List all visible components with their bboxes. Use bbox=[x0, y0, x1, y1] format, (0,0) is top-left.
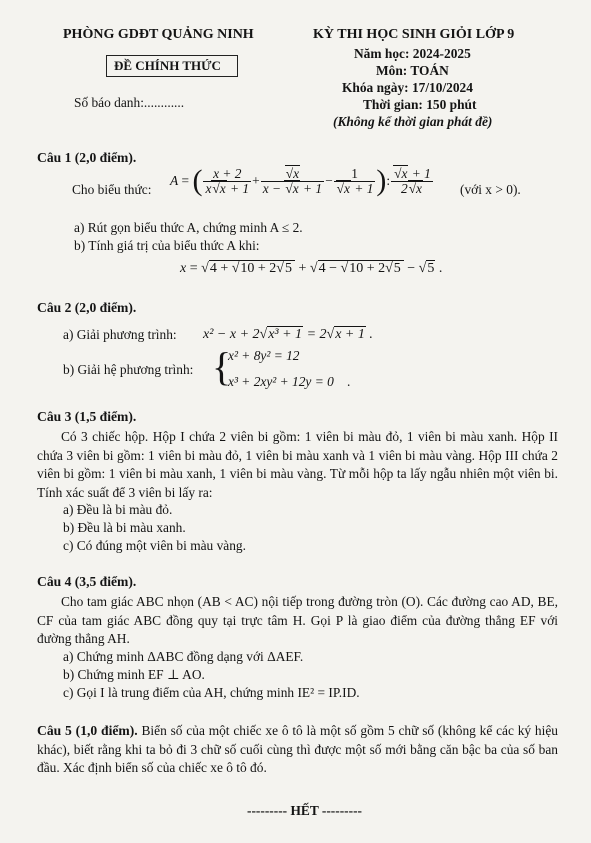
q2-part-a-label: a) Giải phương trình: bbox=[63, 327, 177, 342]
official-exam-label: ĐỀ CHÍNH THỨC bbox=[114, 58, 221, 73]
q1-expression: A = ( $\frac{x + 2}{x√x + 1}$ + $\frac{√x}{x - √x + 1}$ − $\frac{1}{√x + 1}$ ) : $\frac{√x + 1}{2√x}$ bbox=[170, 164, 431, 197]
department-name: PHÒNG GDĐT QUẢNG NINH bbox=[63, 27, 254, 42]
q5-title: Câu 5 (1,0 điểm). bbox=[37, 723, 138, 738]
candidate-number: Số báo danh:............ bbox=[74, 95, 185, 110]
q4-title: Câu 4 (3,5 điểm). bbox=[37, 574, 137, 589]
end-marker: --------- HẾT --------- bbox=[247, 803, 362, 818]
q3-part-b: b) Đều là bi màu xanh. bbox=[63, 520, 186, 535]
q3-part-a: a) Đều là bi màu đỏ. bbox=[63, 502, 173, 517]
q5-body: Biển số của một chiếc xe ô tô là một số gồm 5 chữ số (không kể các ký hiệu khác), biết rằng khi ta bỏ đi 3 chữ số cuối cùng thì được một số mới bằng căn bậc ba của số ban đầu. Xác định biển số của chiếc xe ô tô đó. bbox=[37, 723, 558, 775]
q3-body: Có 3 chiếc hộp. Hộp I chứa 2 viên bi gồm: 1 viên bi màu đỏ, 1 viên bi màu xanh. Hộp II chứa 3 viên bi gồm: 1 viên bi màu đỏ, 1 viên bi màu xanh và 1 viên bi màu vàng. Hộp III chứa 2 viên bi gồm: 1 viên bi màu xanh, 1 viên bi màu vàng. Từ mỗi hộp ta lấy ngẫu nhiên một viên bi. Tính xác suất để 3 viên bi lấy ra: bbox=[37, 429, 558, 500]
subject: Môn: TOÁN bbox=[376, 63, 449, 78]
q2-equation: x² − x + 2√x³ + 1 = 2√x + 1 . bbox=[203, 327, 373, 342]
q2-system-eq1: x² + 8y² = 12 bbox=[228, 348, 300, 363]
q3-title: Câu 3 (1,5 điểm). bbox=[37, 409, 137, 424]
duration-note: (Không kể thời gian phát đề) bbox=[333, 114, 493, 129]
q2-part-b-label: b) Giải hệ phương trình: bbox=[63, 362, 194, 377]
school-year: Năm học: 2024-2025 bbox=[354, 46, 471, 61]
q3-part-c: c) Có đúng một viên bi màu vàng. bbox=[63, 538, 246, 553]
q1-part-a: a) Rút gọn biểu thức A, chứng minh A ≤ 2. bbox=[74, 220, 303, 235]
q4-body: Cho tam giác ABC nhọn (AB < AC) nội tiếp trong đường tròn (O). Các đường cao AD, BE, CF của tam giác ABC đồng quy tại trực tâm H. Gọi P là giao điểm của đường thẳng EF với đường thẳng AH. bbox=[37, 594, 558, 646]
q1-intro: Cho biểu thức: bbox=[72, 182, 152, 197]
q2-system-brace: { bbox=[212, 344, 232, 389]
q5-block bbox=[37, 722, 558, 778]
q2-system-dot: . bbox=[347, 374, 351, 389]
q1-x-formula: x = √4 + √10 + 2√5 + √4 − √10 + 2√5 − √5 . bbox=[180, 261, 443, 276]
q4-part-a: a) Chứng minh ΔABC đồng dạng với ΔAEF. bbox=[63, 649, 304, 664]
q1-condition: (với x > 0). bbox=[460, 182, 521, 197]
q1-part-b: b) Tính giá trị của biểu thức A khi: bbox=[74, 238, 260, 253]
exam-title: KỲ THI HỌC SINH GIỎI LỚP 9 bbox=[313, 27, 515, 42]
q1-title: Câu 1 (2,0 điểm). bbox=[37, 150, 137, 165]
exam-date: Khóa ngày: 17/10/2024 bbox=[342, 80, 473, 95]
q2-system-eq2: x³ + 2xy² + 12y = 0 bbox=[228, 374, 334, 389]
q4-part-b: b) Chứng minh EF ⊥ AO. bbox=[63, 667, 205, 682]
q2-title: Câu 2 (2,0 điểm). bbox=[37, 300, 137, 315]
duration: Thời gian: 150 phút bbox=[363, 97, 477, 112]
q4-part-c: c) Gọi I là trung điểm của AH, chứng minh IE² = IP.ID. bbox=[63, 685, 360, 700]
